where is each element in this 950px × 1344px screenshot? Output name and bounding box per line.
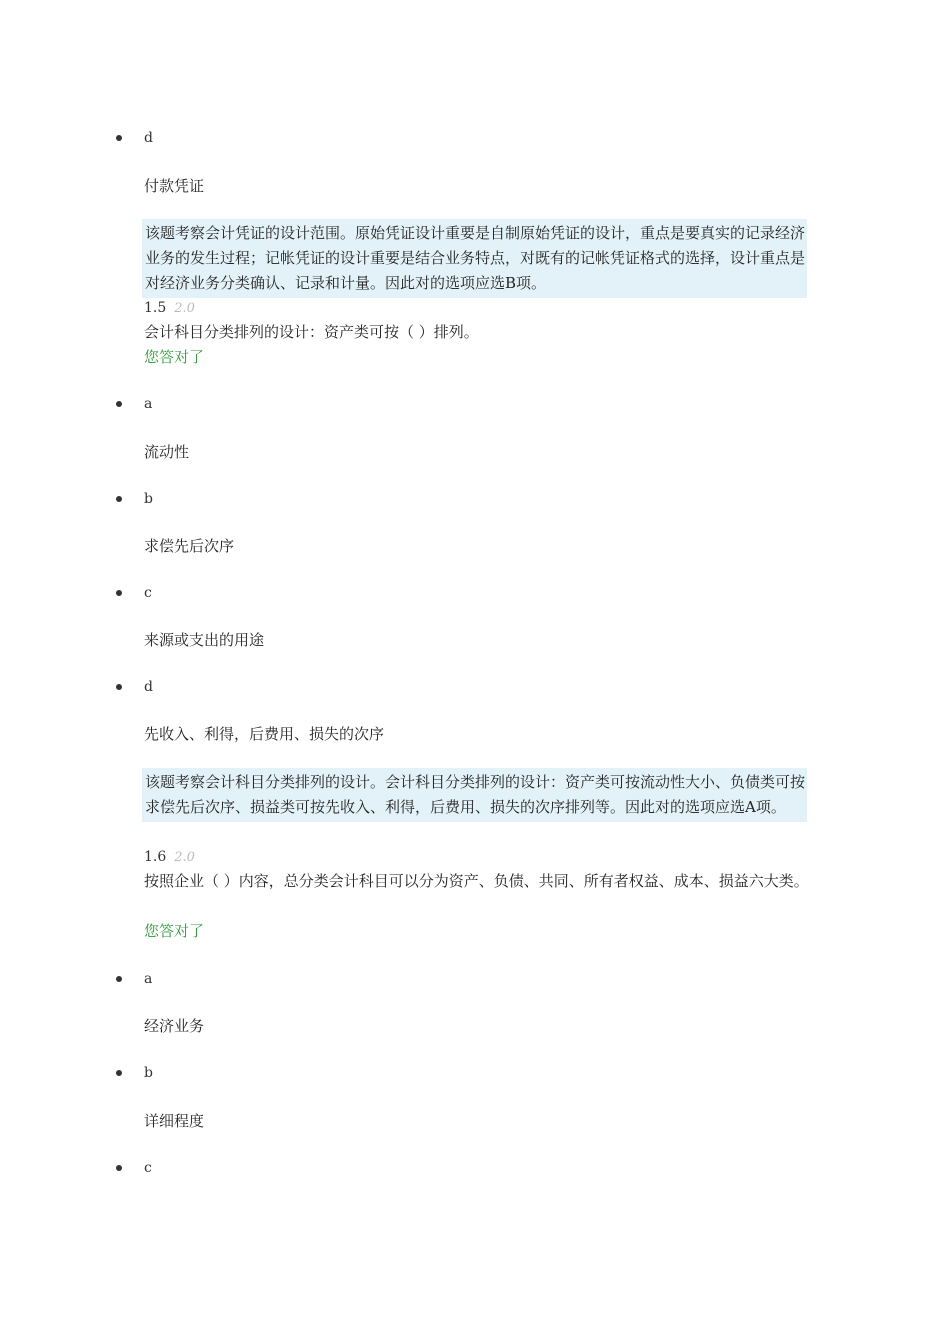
question-number-text: 1.6 [144,849,167,865]
option-a-row[interactable] [116,392,152,416]
answer-explanation: 该题考察会计凭证的设计范围。原始凭证设计重要是自制原始凭证的设计，重点是要真实的记录经济业务的发生过程；记帐凭证的设计重要是结合业务特点，对既有的记帐凭证格式的选择，设计重点是对经济业务分类确认、记录和计量。因此对的选项应选B项。 [142,219,807,298]
bullet-icon [116,590,122,596]
answer-explanation: 该题考察会计科目分类排列的设计。会计科目分类排列的设计：资产类可按流动性大小、负债类可按求偿先后次序、损益类可按先收入、利得，后费用、损失的次序排列等。因此对的选项应选A项。 [142,768,807,822]
option-letter: d [144,679,153,695]
option-letter: a [144,396,153,412]
option-c-row[interactable] [116,1156,152,1180]
option-text: 付款凭证 [144,177,205,195]
question-text: 会计科目分类排列的设计：资产类可按（ ）排列。 [144,323,479,341]
option-letter: b [144,1065,153,1081]
option-text: 来源或支出的用途 [144,631,265,649]
option-letter: c [144,585,152,601]
answer-status: 您答对了 [144,922,205,940]
question-score: 2.0 [174,850,195,865]
option-c-row[interactable] [116,581,152,605]
option-d-row[interactable] [116,126,153,150]
option-a-row[interactable] [116,967,152,991]
bullet-icon [116,135,122,141]
bullet-icon [116,976,122,982]
option-letter: a [144,971,153,987]
bullet-icon [116,1165,122,1171]
bullet-icon [116,496,122,502]
question-number [144,846,195,869]
option-text: 流动性 [144,443,190,461]
bullet-icon [116,1070,122,1076]
option-b-row[interactable] [116,1061,153,1085]
option-b-row[interactable] [116,487,153,511]
option-text: 求偿先后次序 [144,537,235,555]
option-letter: d [144,130,153,146]
question-number-text: 1.5 [144,300,167,316]
option-text: 经济业务 [144,1017,205,1035]
question-score: 2.0 [174,301,195,316]
option-letter: b [144,491,153,507]
question-text: 按照企业（ ）内容，总分类会计科目可以分为资产、负债、共同、所有者权益、成本、损益六大类。 [144,872,809,890]
bullet-icon [116,401,122,407]
answer-status: 您答对了 [144,348,205,366]
option-text: 先收入、利得，后费用、损失的次序 [144,725,385,743]
question-number [144,297,195,320]
bullet-icon [116,684,122,690]
option-letter: c [144,1160,152,1176]
option-d-row[interactable] [116,675,153,699]
option-text: 详细程度 [144,1112,205,1130]
